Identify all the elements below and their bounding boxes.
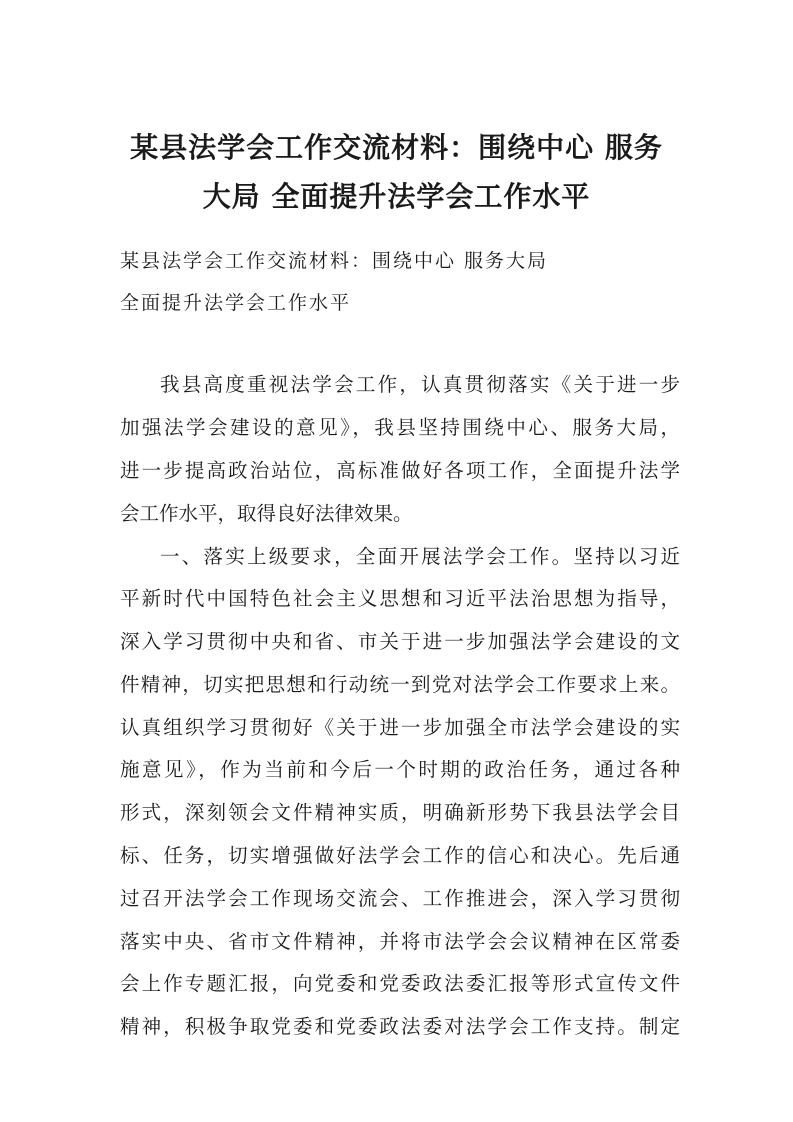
body-line: 精神，积极争取党委和党委政法委对法学会工作支持。制定 <box>120 1015 680 1038</box>
title-line-2: 大局 全面提升法学会工作水平 <box>202 180 591 213</box>
body-line: 会工作水平，取得良好法律效果。 <box>120 502 413 525</box>
body-line: 件精神，切实把思想和行动统一到党对法学会工作要求上来。 <box>120 673 680 696</box>
body-line: 深入学习贯彻中央和省、市关于进一步加强法学会建设的文 <box>120 630 680 653</box>
body-line: 会上作专题汇报，向党委和党委政法委汇报等形式宣传文件 <box>120 972 680 995</box>
body-line: 认真组织学习贯彻好《关于进一步加强全市法学会建设的实 <box>120 716 680 739</box>
title-line-1: 某县法学会工作交流材料：围绕中心 服务 <box>130 131 663 164</box>
body-line: 标、任务，切实增强做好法学会工作的信心和决心。先后通 <box>120 844 680 867</box>
body-line: 平新时代中国特色社会主义思想和习近平法治思想为指导， <box>120 587 680 610</box>
body-line: 落实中央、省市文件精神，并将市法学会会议精神在区常委 <box>120 930 680 953</box>
body-line: 形式，深刻领会文件精神实质，明确新形势下我县法学会目 <box>120 801 680 824</box>
body-line: 过召开法学会工作现场交流会、工作推进会，深入学习贯彻 <box>120 887 680 910</box>
subtitle-line-1: 某县法学会工作交流材料：围绕中心 服务大局 <box>120 250 549 272</box>
subtitle-line-2: 全面提升法学会工作水平 <box>120 292 352 314</box>
body-line: 进一步提高政治站位，高标准做好各项工作，全面提升法学 <box>120 459 680 482</box>
body-line: 加强法学会建设的意见》，我县坚持围绕中心、服务大局， <box>120 416 680 439</box>
body-line: 一、落实上级要求，全面开展法学会工作。坚持以习近 <box>160 545 680 568</box>
body-line: 我县高度重视法学会工作，认真贯彻落实《关于进一步 <box>160 373 680 396</box>
body-line: 施意见》，作为当前和今后一个时期的政治任务，通过各种 <box>120 758 680 781</box>
